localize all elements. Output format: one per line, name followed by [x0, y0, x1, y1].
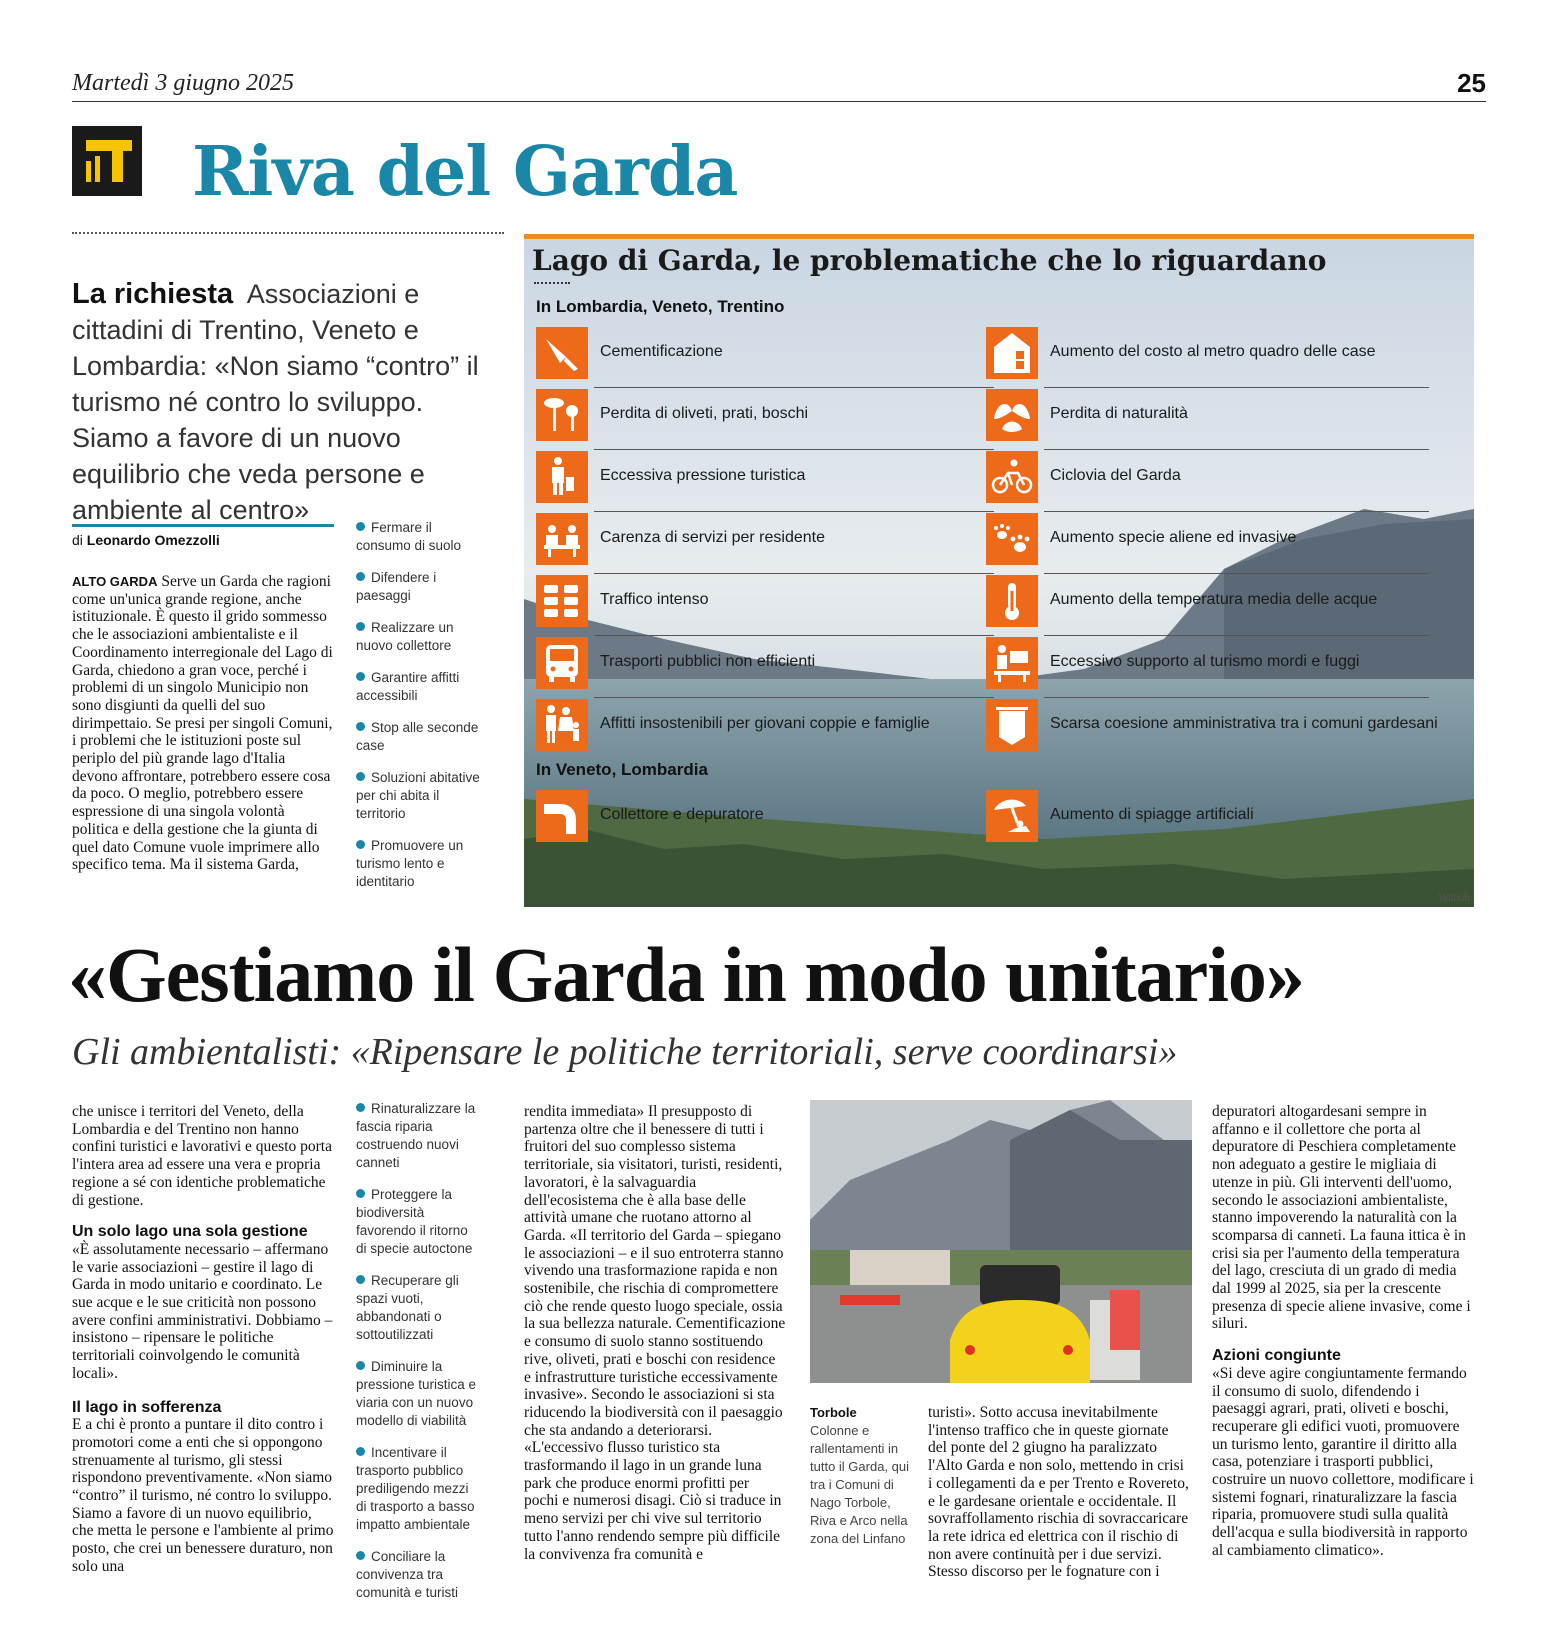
region-heading: In Veneto, Lombardia [536, 760, 708, 779]
intro-text: Associazioni e cittadini di Trentino, Veneto e Lombardia: «Non siamo “contro” il turismo né contro lo sviluppo. Siamo a favore di un nuovo equilibrio che veda persone e ambiente al centro» [72, 279, 479, 525]
list-item: Garantire affitti accessibili [356, 670, 460, 703]
caption-title: Torbole [810, 1405, 857, 1420]
paragraph: turisti». Sotto accusa inevitabilmente l'intenso traffico che in queste giornate del ponte del 2 giugno ha paralizzato l'Alto Garda e non solo, mettendo in crisi i collegamenti da e per Trento e Rovereto, e le gardesane orientale e occidentale. Il sovraffollamento rischia di sovraccaricare la rete idrica ed elettrica con il rischio di non avere continuità per i due servizi. Stesso discorso per le fognature con i [928, 1404, 1189, 1581]
bus-icon [536, 637, 588, 689]
list-item: Conciliare la convivenza tra comunità e turisti [356, 1549, 459, 1600]
tourist-icon [536, 451, 588, 503]
newspaper-logo [72, 126, 142, 196]
article-column-e [1212, 1103, 1474, 1560]
dateline: ALTO GARDA [72, 574, 158, 589]
paragraph: «È assolutamente necessario – affermano le varie associazioni – gestire il lago di Garda in modo unitario e coordinato. Le sue acque e le sue criticità non possono avere confini amministrativi. Dobbiamo – insistono – ripensare le politiche territoriali coinvolgendo le comunità locali». [72, 1240, 333, 1382]
logo-mark-icon [86, 140, 132, 182]
proposals-list-bottom [356, 1100, 481, 1616]
traffic-icon [536, 575, 588, 627]
traffic-photo [810, 1100, 1192, 1383]
infographic: Lago di Garda, le problematiche che lo riguardano In Lombardia, Veneto, Trentino Cementificazione Perdita di oliveti, prati, boschi Eccessiva pressione turistica Carenza di servizi per residente Traffico intenso Trasporti pubblici non efficienti Affitti insostenibili per giovani coppie e famiglie Aumento del costo al metro quadro delle case Perdita di naturalità Ciclovia del Garda Aumento specie aliene ed invasive Aumento della temperatura media delle acque Eccessivo supporto al turismo mordi e fuggi Scarsa coesione amministrativa tra i comuni gardesani In Veneto, Lombardia Collettore e depuratore Aumento di spiagge artificiali Withub [524, 234, 1474, 907]
infographic-title: Lago di Garda, le problematiche che lo riguardano [532, 244, 1327, 277]
headline: «Gestiamo il Garda in modo unitario» [68, 931, 1304, 1018]
list-item: Promuovere un turismo lento e identitario [356, 838, 464, 889]
list-item: Recuperare gli spazi vuoti, abbandonati o sottoutilizzati [356, 1273, 459, 1342]
byline-author: Leonardo Omezzolli [86, 532, 220, 548]
list-item: Fermare il consumo di suolo [356, 520, 462, 553]
issue-date: Martedì 3 giugno 2025 [72, 70, 294, 96]
header-rule [72, 101, 1486, 102]
banner-icon [986, 699, 1038, 751]
column-1-text: Serve un Garda che ragioni come un'unica grande regione, anche istituzionale. È questo il grido sommesso che le associazioni ambientaliste e il Coordinamento interregionale del Lago di Garda, chiedono a gran voce, perché i problemi di un singolo Municipio non sono disgiunti da quelli del suo dirimpettaio. Se presi per singoli Comuni, i problemi che le istituzioni poste sul periplo del più grande lago d'Italia devono affrontare, potrebbero essere cosa da poco. O meglio, potrebbero essere espressione di una singola volontà politica e della gestione che la giunta di quel dato Comune vuole imprimere allo specifico tema. Ma il sistema Garda, [72, 573, 333, 874]
page-number: 25 [1457, 68, 1486, 98]
paragraph: depuratori altogardesani sempre in affanno e il collettore che porta al depuratore di Peschiera completamente non adeguato a gestire le migliaia di utenze in più. Gli interventi dell'uomo, secondo le associazioni ambientaliste, stanno impoverendo la naturalità con la scomparsa di canneti. La fauna ittica è in crisi sia per l'aumento della temperatura del lago, cresciuta di un grado di media dal 1999 al 2025, sia per la crescente presenza di specie aliene invasive, come i siluri. [1212, 1103, 1471, 1333]
trees-icon [536, 389, 588, 441]
infographic-accent-bar [524, 234, 1474, 239]
intro-block [72, 276, 502, 528]
subheading: Il lago in sofferenza [72, 1398, 222, 1416]
title-dots [534, 282, 570, 284]
bicycle-icon [986, 451, 1038, 503]
photo-caption [810, 1404, 910, 1548]
section-title: Riva del Garda [192, 132, 738, 212]
house-icon [986, 327, 1038, 379]
photo-credit: Withub [1438, 893, 1470, 904]
article-column-c [524, 1103, 786, 1563]
paw-prints-icon [986, 513, 1038, 565]
list-item: Diminuire la pressione turistica e viaria con un nuovo modello di viabilità [356, 1359, 477, 1428]
proposals-list-top [356, 519, 481, 905]
byline-rule [72, 524, 334, 527]
byline-prefix: di [72, 532, 83, 548]
thermometer-icon [986, 575, 1038, 627]
caption-text: Colonne e rallentamenti in tutto il Garda, qui tra i Comuni di Nago Torbole, Riva e Arco nella zona del Linfano [810, 1423, 909, 1546]
byline [72, 532, 220, 548]
pipe-icon [536, 790, 588, 842]
paragraph: E a chi è pronto a puntare il dito contro i promotori come a enti che si oppongono strenuamente al turismo, gli stessi rispondono preventivamente. «Non siamo “contro” il turismo, né contro lo sviluppo. Siamo a favore di un nuovo equilibrio, che metta le persone e l'ambiente al primo posto, che crei un benessere duraturo, non solo una [72, 1416, 334, 1575]
trowel-icon [536, 327, 588, 379]
beach-umbrella-icon [986, 790, 1038, 842]
subheadline: Gli ambientalisti: «Ripensare le politiche territoriali, serve coordinarsi» [72, 1031, 1178, 1073]
family-icon [536, 699, 588, 751]
service-desk-icon [536, 513, 588, 565]
region-heading: In Lombardia, Veneto, Trentino [536, 297, 785, 316]
list-item: Stop alle seconde case [356, 720, 479, 753]
list-item: Soluzioni abitative per chi abita il territorio [356, 770, 480, 821]
paragraph: «Si deve agire congiuntamente fermando il consumo di suolo, difendendo i paesaggi agrari, prati, oliveti e boschi, recuperare gli edifici vuoti, promuovere un turismo lento, garantire il diritto alla casa, potenziare i trasporti pubblici, costruire un nuovo collettore, modificare i sistemi fognari, rinaturalizzare la fascia riparia, promuovere studi sulla qualità dell'acqua e sulla biodiversità in rapporto al cambiamento climatico». [1212, 1364, 1474, 1559]
list-item: Rinaturalizzare la fascia riparia costruendo nuovi canneti [356, 1101, 476, 1170]
paragraph: rendita immediata» Il presupposto di partenza oltre che il benessere di tutti i fruitori del suo complesso sistema territoriale, sia visitatori, turisti, residenti, lavoratori, è la salvaguardia dell'ecosistema che è alla base delle attività umane che ruotano attorno al Garda. «Il territorio del Garda – spiegano le associazioni – e il suo entroterra stanno vivendo una trasformazione rapida e non sostenibile, che rischia di compromettere ciò che rende questo luogo speciale, ossia la sua bellezza naturale. Cementificazione e consumo di suolo stanno sostituendo rive, oliveti, prati e boschi con residence e infrastrutture turistiche eccessivamente invasive». Secondo le associazioni si sta riducendo la biodiversità con il paesaggio che sta andando a deteriorarsi. «L'eccessivo flusso turistico sta trasformando il lago in un grande luna park che produce enormi profitti per pochi e numerosi disagi. Ciò si traduce in meno servizi per chi vive sul territorio tutto l'anno rendendo sempre più difficile la convivenza fra comunità e [524, 1103, 786, 1563]
leaves-icon [986, 389, 1038, 441]
subheading: Azioni congiunte [1212, 1347, 1341, 1365]
article-column-d [928, 1404, 1190, 1581]
article-column-a [72, 1103, 334, 1576]
paragraph: che unisce i territori del Veneto, della Lombardia e del Trentino non hanno confini turistici e lavorativi e questo porta l'intera area ad essere una vera e propria regione a sé con identiche problematiche di gestione. [72, 1103, 332, 1209]
list-item: Proteggere la biodiversità favorendo il ritorno di specie autoctone [356, 1187, 473, 1256]
article-column-1 [72, 573, 334, 874]
list-item: Difendere i paesaggi [356, 570, 437, 603]
list-item: Incentivare il trasporto pubblico prediligendo mezzi di trasporto a basso impatto ambientale [356, 1445, 475, 1532]
list-item: Realizzare un nuovo collettore [356, 620, 454, 653]
subheading: Un solo lago una sola gestione [72, 1223, 308, 1241]
section-divider [72, 232, 504, 234]
intro-kicker: La richiesta [72, 278, 234, 310]
sightseeing-icon [986, 637, 1038, 689]
torbole-traffic-image [810, 1100, 1192, 1383]
